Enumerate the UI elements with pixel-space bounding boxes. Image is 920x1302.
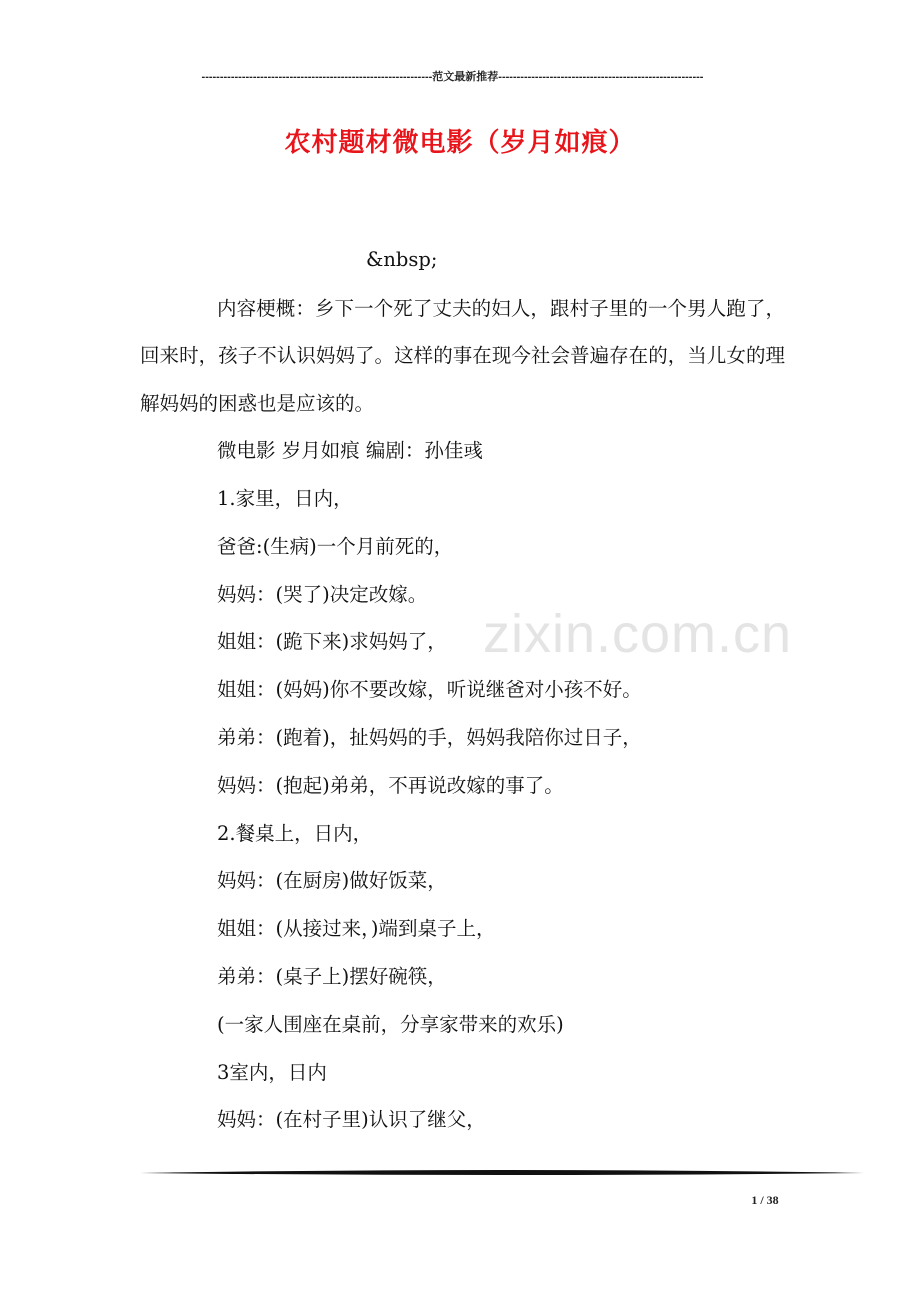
body-line: 姐姐：(妈妈)你不要改嫁，听说继爸对小孩不好。 — [217, 678, 642, 702]
header-banner: ---------------------------------------------------------------范文最新推荐-------------------------------------------------------- — [201, 71, 704, 83]
nbsp-line: &nbsp; — [366, 248, 438, 271]
body-line: 微电影 岁月如痕 编剧：孙佳彧 — [217, 439, 483, 463]
body-line: 姐姐：(从接过来，)端到桌子上， — [217, 917, 496, 941]
body-line: 3室内，日内 — [217, 1060, 327, 1084]
body-line: 妈妈：(哭了)决定改嫁。 — [217, 582, 428, 606]
body-line: 弟弟：(桌子上)摆好碗筷， — [217, 965, 447, 989]
watermark: zixin.com.cn — [483, 604, 793, 664]
body-line: 弟弟：(跑着)，扯妈妈的手，妈妈我陪你过日子， — [217, 726, 642, 750]
page-number: 1 / 38 — [751, 1193, 779, 1207]
body-line: 姐姐：(跪下来)求妈妈了， — [217, 630, 447, 654]
body-line: 妈妈：(在厨房)做好饭菜， — [217, 869, 447, 893]
footer-rule — [140, 1167, 864, 1179]
body-line: (一家人围座在桌前，分享家带来的欢乐) — [217, 1012, 564, 1036]
document-title: 农村题材微电影（岁月如痕） — [284, 128, 636, 158]
document-body — [140, 236, 785, 1144]
body-line: 爸爸:(生病)一个月前死的， — [217, 534, 454, 558]
body-line: 2.餐桌上，日内， — [217, 821, 373, 845]
summary-paragraph: 内容梗概：乡下一个死了丈夫的妇人，跟村子里的一个男人跑了，回来时，孩子不认识妈妈了。这样的事在现今社会普遍存在的，当儿女的理解妈妈的困惑也是应该的。 — [140, 296, 785, 415]
body-line: 1.家里，日内， — [217, 487, 353, 511]
body-line: 妈妈：(在村子里)认识了继父， — [217, 1108, 486, 1132]
body-line: 妈妈：(抱起)弟弟，不再说改嫁的事了。 — [217, 773, 564, 797]
